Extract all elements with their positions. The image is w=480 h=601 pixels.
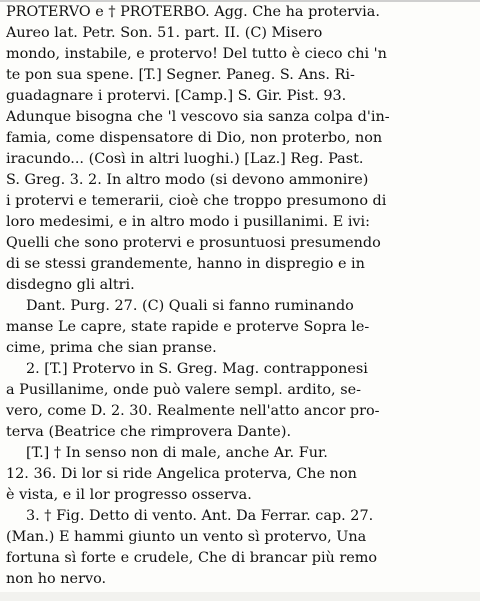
entry-line: disdegno gli altri.	[6, 277, 135, 293]
entry-line: di se stessi grandemente, hanno in dispregio e in	[6, 256, 365, 272]
entry-line: Aureo lat. Petr. Son. 51. part. II. (C) Misero	[6, 25, 323, 41]
entry-line: i protervi e temerarii, cioè che troppo presumono di	[6, 193, 387, 209]
sense-note-line: [T.] † In senso non di male, anche Ar. Fur.	[26, 445, 328, 461]
scan-edge-bottom	[0, 592, 480, 601]
entry-line: terva (Beatrice che rimprovera Dante).	[6, 424, 292, 440]
entry-line: fortuna sì forte e crudele, Che di brancar più remo	[6, 550, 378, 566]
entry-line: famia, come dispensatore di Dio, non proterbo, non	[6, 130, 383, 146]
entry-line: mondo, instabile, e protervo! Del tutto è cieco chi 'n	[6, 46, 387, 62]
entry-line: a Pusillanime, onde può valere sempl. ardito, se-	[6, 382, 361, 398]
entry-line: vero, come D. 2. 30. Realmente nell'atto ancor pro-	[6, 403, 380, 419]
entry-line: (Man.) E hammi giunto un vento sì protervo, Una	[6, 529, 367, 545]
entry-line: non ho nervo.	[6, 571, 107, 587]
entry-line: è vista, e il lor progresso osserva.	[6, 487, 252, 503]
entry-line: manse Le capre, state rapide e proterve Sopra le-	[6, 319, 370, 335]
entry-line: Adunque bisogna che 'l vescovo sia sanza colpa d'in-	[6, 109, 390, 125]
sense-3-line: 3. † Fig. Detto di vento. Ant. Da Ferrar. cap. 27.	[26, 508, 374, 524]
entry-line: Quelli che sono protervi e prosuntuosi presumendo	[6, 235, 381, 251]
entry-line: iracundo... (Così in altri luoghi.) [Laz.] Reg. Past.	[6, 151, 364, 167]
entry-line: S. Greg. 3. 2. In altro modo (si devono ammonire)	[6, 172, 369, 188]
entry-line: loro medesimi, e in altro modo i pusillanimi. E ivi:	[6, 214, 370, 230]
sense-2-line: 2. [T.] Protervo in S. Greg. Mag. contrapponesi	[26, 361, 368, 377]
entry-line: 12. 36. Di lor si ride Angelica proterva, Che non	[6, 466, 357, 482]
entry-line: cime, prima che sian pranse.	[6, 340, 217, 356]
citation-line: Dant. Purg. 27. (C) Quali si fanno ruminando	[26, 298, 354, 314]
entry-line: PROTERVO e † PROTERBO. Agg. Che ha protervia.	[6, 4, 380, 20]
entry-line: guadagnare i protervi. [Camp.] S. Gir. Pist. 93.	[6, 88, 347, 104]
entry-line: te pon sua spene. [T.] Segner. Paneg. S. Ans. Ri-	[6, 67, 355, 83]
